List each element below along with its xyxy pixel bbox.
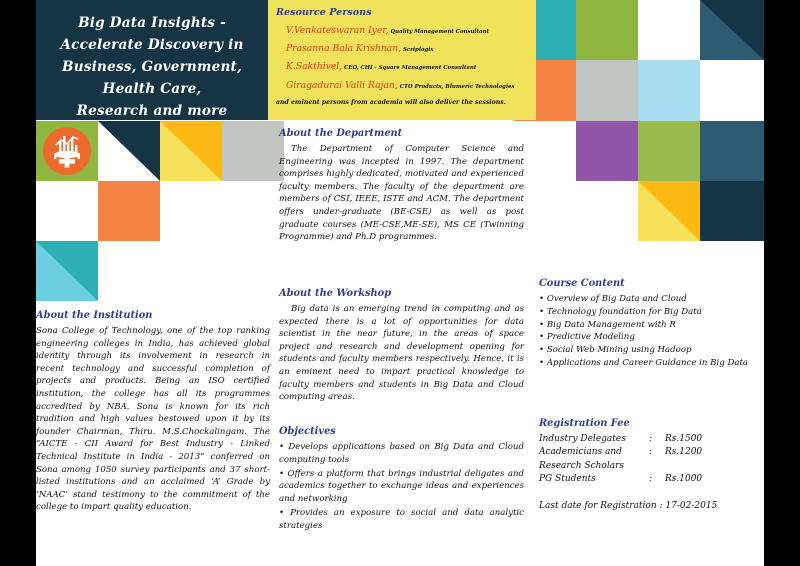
tile-yellow-r4-triangle — [638, 181, 700, 241]
resource-person-name: V.Venkateswaran Iyer, — [286, 25, 389, 36]
page-title — [42, 12, 262, 122]
page-title-line-1: Accelerate Discovery in — [60, 37, 244, 53]
table-row — [539, 446, 764, 459]
table-row — [539, 473, 764, 486]
tile-sky — [36, 241, 98, 301]
fee-separator: : — [649, 474, 653, 485]
list-item: • Technology foundation for Big Data — [539, 306, 764, 319]
tile-white-tr — [638, 0, 700, 60]
resource-person-role: CEO, CHI - Square Management Consultant — [342, 65, 477, 72]
registration-heading: Registration Fee — [539, 418, 630, 429]
workshop-body: Big data is an emerging trend in computing and as expected there is a lot of opportunities for data scientist in the near future, in the areas of space project and research and development opening for students and faculty members respectively. Hence, it is an eminent need to impart practical knowledge to faculty members and students in Big Data and Cloud computing areas. — [279, 304, 524, 403]
fee-label: Research Scholars — [539, 460, 624, 471]
objectives-heading: Objectives — [279, 426, 336, 437]
registration-fee-table — [539, 433, 764, 487]
resource-persons-panel — [268, 0, 536, 120]
section-about-institution — [36, 310, 270, 514]
institution-heading: About the Institution — [36, 310, 153, 321]
fee-amount: Rs.1000 — [665, 474, 703, 485]
page-title-line-3: Research and more — [76, 103, 228, 119]
tile-white-navy-triangle — [98, 121, 160, 181]
tile-steel-navy — [700, 0, 764, 60]
resource-person-role: Scriplogix — [401, 47, 434, 54]
tile-orange — [98, 181, 160, 241]
list-item: • Develops applications based on Big Data and Cloud computing tools — [279, 441, 524, 467]
list-item: • Social Web Mining using Hadoop — [539, 344, 764, 357]
resource-person-row — [286, 59, 534, 74]
workshop-heading: About the Workshop — [279, 288, 392, 299]
resource-person-name: Prasanna Bala Krishnan, — [286, 43, 402, 55]
fee-label: Academicians and — [539, 447, 622, 458]
list-item: • Applications and Career Guidance in Big Data — [539, 357, 764, 370]
resource-persons-heading: Resource Persons — [276, 7, 372, 18]
objectives-list — [279, 441, 524, 533]
tile-white-r2 — [700, 60, 764, 121]
header-title-panel — [36, 0, 268, 120]
list-item: • Overview of Big Data and Cloud — [539, 293, 764, 306]
page-title-line-0: Big Data Insights - — [78, 15, 226, 31]
poster-canvas — [36, 0, 764, 566]
tile-steel-navy-triangle — [700, 0, 764, 60]
tile-sky-triangle — [36, 241, 98, 301]
resource-person-row — [286, 41, 534, 56]
section-about-workshop — [279, 288, 524, 404]
resource-person-row — [286, 78, 534, 93]
tile-purple-r3 — [576, 121, 638, 181]
tile-yellow-r4 — [638, 181, 700, 241]
tile-steel-r3 — [700, 121, 764, 181]
big-data-chart-icon — [43, 127, 91, 175]
tile-white-navy — [98, 121, 160, 181]
tile-navy-r4 — [700, 181, 764, 241]
resource-persons-footnote: and eminent persons from academia will also deliver the sessions. — [276, 99, 506, 106]
fee-separator: : — [649, 434, 653, 444]
fee-label: PG Students — [539, 474, 596, 485]
fee-amount: Rs.1500 — [665, 434, 703, 444]
resource-person-role: Quality Management Consultant — [388, 29, 489, 35]
section-course-content — [539, 278, 764, 370]
list-item: • Predictive Modeling — [539, 331, 764, 344]
logo-tile — [36, 121, 98, 181]
fee-separator — [649, 460, 665, 473]
tile-gray-r2 — [576, 60, 638, 121]
section-objectives — [279, 426, 524, 534]
fee-separator: : — [649, 447, 653, 458]
tile-ltblue-r2 — [638, 60, 700, 121]
tile-gray — [222, 121, 284, 181]
page-title-line-2: Business, Government, Health Care, — [62, 59, 242, 97]
fee-label: Industry Delegates — [539, 434, 626, 444]
fee-amount: Rs.1200 — [665, 447, 703, 458]
resource-person-role: CTO Products, Blumeric Technologies — [397, 83, 515, 90]
institution-body: Sona College of Technology, one of the top ranking engineering colleges in India, has achieved global identity through its involvement in research in recent technology and successful completion of projects and products. Being an ISO certified institution, the college has all its programmes accredited by NBA. Sona is known for its rich tradition and high values bestowed upon it by its founder Chairman, Thiru. M.S.Chockalingam. The “AICTE - CII Award for Best Industry - Linked Technical Institute in India - 2013” conferred on Sona among 1050 survey participants and 37 short-listed institutions and an acclaimed ‘A’ Grade by ‘NAAC’ stand testimony to the commitment of the college to impart quality education. — [36, 326, 270, 513]
course-content-list — [539, 293, 764, 370]
resource-person-name: K.Sakthivel, — [286, 61, 343, 73]
table-row — [539, 460, 764, 473]
table-row — [539, 433, 764, 446]
department-heading: About the Department — [279, 128, 403, 139]
list-item: • Big Data Management with R — [539, 319, 764, 332]
tile-green-r3 — [638, 121, 700, 181]
tile-yellow-gold — [160, 121, 222, 181]
fee-amount — [665, 460, 764, 473]
section-about-department — [279, 128, 524, 244]
section-registration-fee — [539, 418, 764, 511]
resource-persons-list — [286, 23, 534, 96]
department-body: The Department of Computer Science and Engineering was incepted in 1997. The department comprises highly dedicated, motivated and experienced faculty members. The faculty of the department are members of CSI, IEEE, ISTE and ACM. The department offers under-graduate (BE-CSE) as well as post graduate courses (ME-CSE,ME-SE), MS CE (Twinning Programme) and Ph.D programmes. — [279, 144, 524, 243]
course-content-heading: Course Content — [539, 278, 625, 289]
last-date-for-registration: Last date for Registration : 17-02-2015 — [539, 500, 718, 511]
list-item: • Provides an exposure to social and data analytic strategies — [279, 507, 524, 533]
list-item: • Offers a platform that brings industrial deligates and academics together to exchange ideas and experiences and networking — [279, 468, 524, 506]
resource-person-row — [286, 23, 534, 38]
tile-green-tr — [576, 0, 638, 60]
logo-circle — [43, 127, 91, 175]
tile-yellow-gold-triangle — [160, 121, 222, 181]
resource-person-name: Giragadurai Valli Rajan, — [286, 79, 398, 91]
